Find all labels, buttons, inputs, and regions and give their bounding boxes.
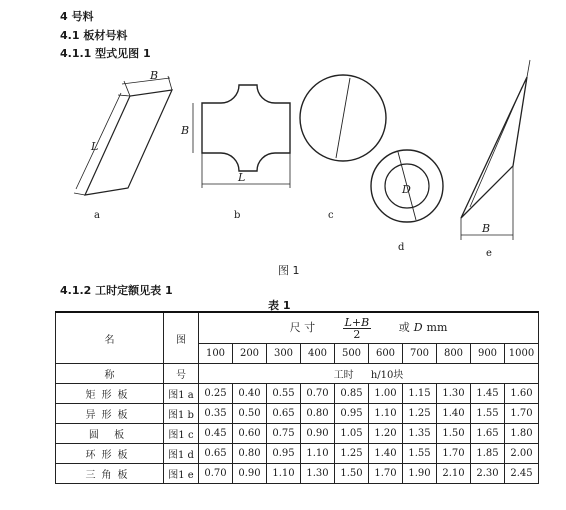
row-value: 0.90 xyxy=(301,424,335,444)
row-value: 1.05 xyxy=(335,424,369,444)
size-col-200: 200 xyxy=(233,344,267,364)
size-col-600: 600 xyxy=(369,344,403,364)
fig-b-cross-outline xyxy=(202,85,290,171)
row-fig-ref: 图1 d xyxy=(164,444,199,464)
size-col-900: 900 xyxy=(471,344,505,364)
row-name: 圆 板 xyxy=(56,424,164,444)
hours-header xyxy=(199,364,539,384)
table-row xyxy=(56,464,539,484)
row-value: 1.70 xyxy=(437,444,471,464)
figure-title: 图 1 xyxy=(278,264,300,277)
unit-label: mm xyxy=(426,321,448,334)
fig-a-dim-B xyxy=(122,78,170,84)
row-value: 1.50 xyxy=(335,464,369,484)
row-value: 1.35 xyxy=(403,424,437,444)
dim-formula xyxy=(335,317,380,340)
row-value: 0.70 xyxy=(301,384,335,404)
row-value: 1.20 xyxy=(369,424,403,444)
row-value: 1.70 xyxy=(369,464,403,484)
fig-b-label-B: B xyxy=(181,124,190,137)
row-fig-ref: 图1 a xyxy=(164,384,199,404)
hours-label: 工时 xyxy=(333,370,354,381)
row-name: 矩形板 xyxy=(56,384,164,404)
labor-hours-table xyxy=(55,311,539,484)
size-col-100: 100 xyxy=(199,344,233,364)
row-value: 0.80 xyxy=(233,444,267,464)
formula-numerator: L+B xyxy=(344,315,370,329)
fig-a-ext-bottom xyxy=(74,193,85,195)
row-value: 0.50 xyxy=(233,404,267,424)
row-value: 1.40 xyxy=(437,404,471,424)
row-value: 2.00 xyxy=(505,444,539,464)
table-row xyxy=(56,424,539,444)
row-fig-ref: 图1 b xyxy=(164,404,199,424)
table-row xyxy=(56,404,539,424)
size-col-1000: 1000 xyxy=(505,344,539,364)
fig-e-label-B: B xyxy=(482,222,491,235)
row-value: 0.65 xyxy=(267,404,301,424)
fig-header-bottom: 号 xyxy=(164,364,199,384)
section-heading-4: 4 号料 xyxy=(60,10,94,23)
row-value: 0.25 xyxy=(199,384,233,404)
fig-caption-e: e xyxy=(486,248,492,259)
table-row xyxy=(56,384,539,404)
row-value: 1.90 xyxy=(403,464,437,484)
name-header-bottom: 称 xyxy=(56,364,164,384)
table-title: 表 1 xyxy=(268,299,291,312)
or-text: 或 xyxy=(398,321,410,334)
row-value: 1.10 xyxy=(267,464,301,484)
row-value: 0.70 xyxy=(199,464,233,484)
row-value: 0.75 xyxy=(267,424,301,444)
fig-c-diameter xyxy=(336,78,350,158)
row-value: 0.45 xyxy=(199,424,233,444)
fig-caption-a: a xyxy=(94,210,100,221)
row-value: 2.10 xyxy=(437,464,471,484)
fig-a-dim-L xyxy=(76,93,121,189)
row-name: 异形板 xyxy=(56,404,164,424)
row-value: 0.40 xyxy=(233,384,267,404)
row-value: 1.10 xyxy=(369,404,403,424)
fig-a-label-B: B xyxy=(150,69,159,82)
size-col-700: 700 xyxy=(403,344,437,364)
row-value: 1.40 xyxy=(369,444,403,464)
row-value: 1.45 xyxy=(471,384,505,404)
row-value: 0.90 xyxy=(233,464,267,484)
fig-caption-c: c xyxy=(328,210,334,221)
row-fig-ref: 图1 c xyxy=(164,424,199,444)
row-name: 环形板 xyxy=(56,444,164,464)
fig-b-label-L: L xyxy=(238,171,246,184)
hours-unit: h/10块 xyxy=(370,370,404,381)
section-heading-4-1-1: 4.1.1 型式见图 1 xyxy=(60,47,151,60)
row-value: 1.85 xyxy=(471,444,505,464)
row-value: 0.35 xyxy=(199,404,233,424)
row-value: 1.80 xyxy=(505,424,539,444)
fig-d-label-D: D xyxy=(402,183,411,196)
table-body xyxy=(56,384,539,484)
size-col-500: 500 xyxy=(335,344,369,364)
row-value: 0.55 xyxy=(267,384,301,404)
row-fig-ref: 图1 e xyxy=(164,464,199,484)
formula-denominator: 2 xyxy=(353,327,361,341)
name-header-top: 名 xyxy=(56,312,164,364)
row-value: 1.70 xyxy=(505,404,539,424)
row-name: 三角板 xyxy=(56,464,164,484)
size-col-400: 400 xyxy=(301,344,335,364)
row-value: 1.55 xyxy=(403,444,437,464)
row-value: 2.30 xyxy=(471,464,505,484)
section-heading-4-1-2: 4.1.2 工时定额见表 1 xyxy=(60,284,173,297)
fig-e-ext-top xyxy=(527,60,530,77)
dimension-header xyxy=(199,312,539,344)
fig-caption-b: b xyxy=(234,210,241,221)
table-row xyxy=(56,444,539,464)
row-value: 0.95 xyxy=(267,444,301,464)
row-value: 0.60 xyxy=(233,424,267,444)
section-heading-4-1: 4.1 板材号料 xyxy=(60,29,128,42)
d-symbol: D xyxy=(413,321,423,334)
row-value: 2.45 xyxy=(505,464,539,484)
size-col-800: 800 xyxy=(437,344,471,364)
row-value: 1.50 xyxy=(437,424,471,444)
fig-a-label-L: L xyxy=(91,140,99,153)
fig-caption-d: d xyxy=(398,242,405,253)
row-value: 1.30 xyxy=(301,464,335,484)
row-value: 1.60 xyxy=(505,384,539,404)
fig-e-edge-inner xyxy=(470,87,522,207)
size-col-300: 300 xyxy=(267,344,301,364)
row-value: 1.55 xyxy=(471,404,505,424)
row-value: 0.80 xyxy=(301,404,335,424)
row-value: 1.15 xyxy=(403,384,437,404)
dim-label: 尺 寸 xyxy=(289,321,316,334)
row-value: 1.25 xyxy=(403,404,437,424)
row-value: 0.65 xyxy=(199,444,233,464)
row-value: 0.85 xyxy=(335,384,369,404)
row-value: 1.10 xyxy=(301,444,335,464)
row-value: 1.30 xyxy=(437,384,471,404)
row-value: 1.25 xyxy=(335,444,369,464)
row-value: 0.95 xyxy=(335,404,369,424)
fig-header-top: 图 xyxy=(164,312,199,364)
row-value: 1.65 xyxy=(471,424,505,444)
row-value: 1.00 xyxy=(369,384,403,404)
